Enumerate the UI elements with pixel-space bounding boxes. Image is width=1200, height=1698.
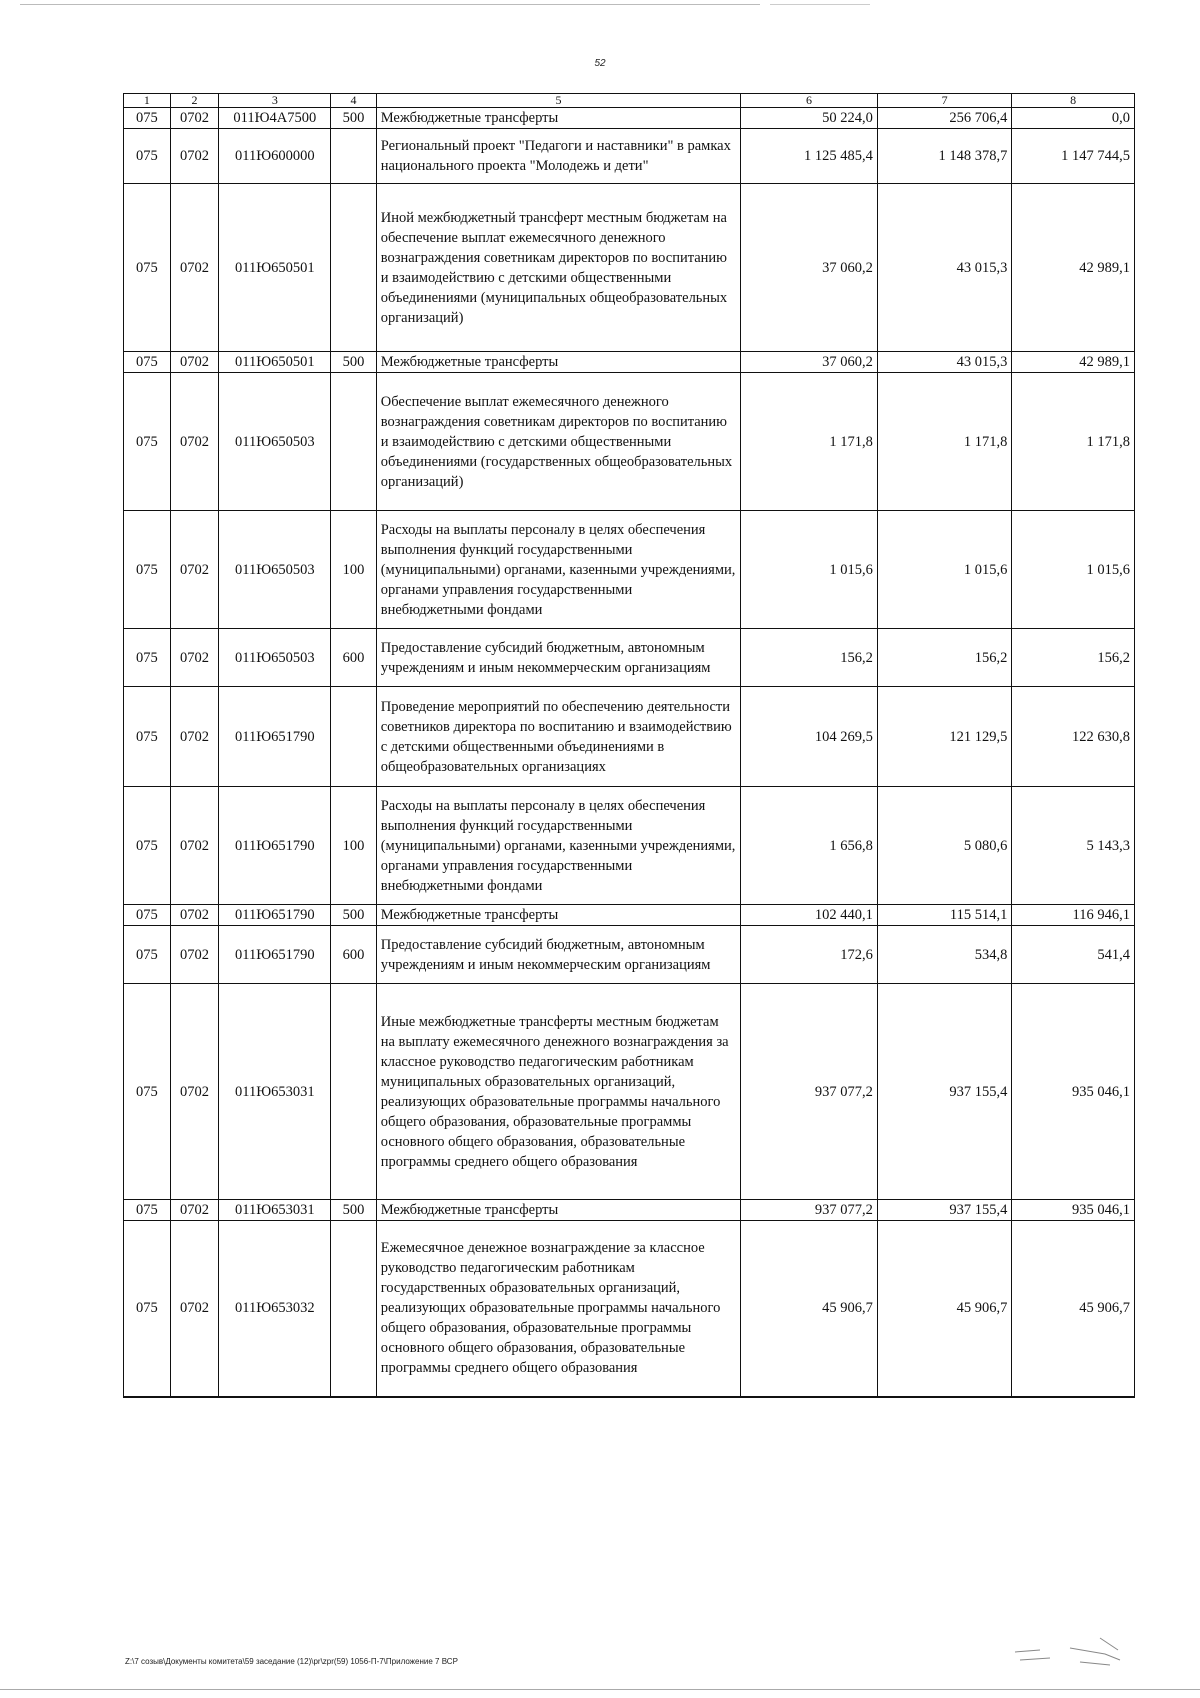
table-row xyxy=(124,129,1135,184)
cell-amount-col-8: 5 143,3 xyxy=(1012,787,1135,905)
table-row xyxy=(124,1200,1135,1221)
cell-amount-col-8: 0,0 xyxy=(1012,108,1135,129)
cell-expense-type-code: 500 xyxy=(331,1200,377,1221)
header-col-6: 6 xyxy=(741,94,878,108)
cell-expense-type-code xyxy=(331,1221,377,1397)
cell-target-article-code: 011Ю650501 xyxy=(219,352,331,373)
cell-target-article-code: 011Ю650501 xyxy=(219,184,331,352)
cell-amount-col-7: 937 155,4 xyxy=(877,1200,1012,1221)
cell-amount-col-7: 256 706,4 xyxy=(877,108,1012,129)
cell-amount-col-7: 156,2 xyxy=(877,629,1012,687)
cell-admin-code: 075 xyxy=(124,352,171,373)
cell-amount-col-7: 121 129,5 xyxy=(877,687,1012,787)
cell-description: Предоставление субсидий бюджетным, автономным учреждениям и иным некоммерческим организациям xyxy=(376,629,740,687)
cell-section-code: 0702 xyxy=(170,373,219,511)
cell-target-article-code: 011Ю653031 xyxy=(219,1200,331,1221)
cell-description: Иной межбюджетный трансферт местным бюджетам на обеспечение выплат ежемесячного денежного вознаграждения советникам директоров по воспитанию и взаимодействию с детскими общественными объединениями (муниципальных общеобразовательных организаций) xyxy=(376,184,740,352)
cell-admin-code: 075 xyxy=(124,1200,171,1221)
table-row xyxy=(124,373,1135,511)
cell-amount-col-8: 116 946,1 xyxy=(1012,905,1135,926)
table-row xyxy=(124,926,1135,984)
cell-section-code: 0702 xyxy=(170,905,219,926)
cell-expense-type-code: 600 xyxy=(331,629,377,687)
pen-mark-scribble xyxy=(1010,1620,1130,1670)
cell-amount-col-6: 1 015,6 xyxy=(741,511,878,629)
cell-expense-type-code: 600 xyxy=(331,926,377,984)
cell-target-article-code: 011Ю4А7500 xyxy=(219,108,331,129)
cell-amount-col-7: 43 015,3 xyxy=(877,352,1012,373)
cell-admin-code: 075 xyxy=(124,511,171,629)
header-row xyxy=(124,94,1135,108)
table-row xyxy=(124,511,1135,629)
table-row xyxy=(124,1221,1135,1397)
cell-description: Расходы на выплаты персоналу в целях обеспечения выполнения функций государственными (муниципальными) органами, казенными учреждениями, органами управления государственными внебюджетными фондами xyxy=(376,787,740,905)
cell-amount-col-6: 937 077,2 xyxy=(741,1200,878,1221)
cell-target-article-code: 011Ю651790 xyxy=(219,905,331,926)
cell-section-code: 0702 xyxy=(170,129,219,184)
cell-section-code: 0702 xyxy=(170,352,219,373)
cell-target-article-code: 011Ю651790 xyxy=(219,787,331,905)
cell-admin-code: 075 xyxy=(124,905,171,926)
cell-target-article-code: 011Ю651790 xyxy=(219,926,331,984)
cell-admin-code: 075 xyxy=(124,373,171,511)
page-number: 52 xyxy=(594,58,606,69)
cell-expense-type-code xyxy=(331,184,377,352)
cell-section-code: 0702 xyxy=(170,629,219,687)
cell-amount-col-6: 1 171,8 xyxy=(741,373,878,511)
cell-section-code: 0702 xyxy=(170,926,219,984)
cell-amount-col-6: 1 125 485,4 xyxy=(741,129,878,184)
cell-description: Предоставление субсидий бюджетным, автономным учреждениям и иным некоммерческим организациям xyxy=(376,926,740,984)
footer-file-path: Z:\7 созыв\Документы комитета\59 заседание (12)\pr\zpr(59) 1056-П-7\Приложение 7 ВСР xyxy=(125,1657,458,1666)
cell-amount-col-8: 122 630,8 xyxy=(1012,687,1135,787)
cell-section-code: 0702 xyxy=(170,787,219,905)
cell-amount-col-7: 1 148 378,7 xyxy=(877,129,1012,184)
cell-admin-code: 075 xyxy=(124,984,171,1200)
cell-section-code: 0702 xyxy=(170,1221,219,1397)
cell-amount-col-7: 43 015,3 xyxy=(877,184,1012,352)
cell-amount-col-8: 1 171,8 xyxy=(1012,373,1135,511)
cell-target-article-code: 011Ю650503 xyxy=(219,629,331,687)
cell-section-code: 0702 xyxy=(170,184,219,352)
header-col-5: 5 xyxy=(376,94,740,108)
table-row xyxy=(124,184,1135,352)
cell-amount-col-6: 937 077,2 xyxy=(741,984,878,1200)
header-col-4: 4 xyxy=(331,94,377,108)
cell-amount-col-8: 42 989,1 xyxy=(1012,352,1135,373)
cell-amount-col-7: 1 015,6 xyxy=(877,511,1012,629)
cell-expense-type-code: 100 xyxy=(331,787,377,905)
cell-expense-type-code: 500 xyxy=(331,108,377,129)
table-row xyxy=(124,984,1135,1200)
table-row xyxy=(124,108,1135,129)
cell-expense-type-code xyxy=(331,984,377,1200)
cell-amount-col-6: 37 060,2 xyxy=(741,184,878,352)
cell-amount-col-6: 50 224,0 xyxy=(741,108,878,129)
table-row xyxy=(124,687,1135,787)
table-row xyxy=(124,787,1135,905)
cell-admin-code: 075 xyxy=(124,1221,171,1397)
scan-bottom-edge-line xyxy=(0,1689,1200,1690)
cell-amount-col-6: 102 440,1 xyxy=(741,905,878,926)
cell-amount-col-7: 937 155,4 xyxy=(877,984,1012,1200)
cell-amount-col-8: 45 906,7 xyxy=(1012,1221,1135,1397)
cell-amount-col-7: 115 514,1 xyxy=(877,905,1012,926)
cell-admin-code: 075 xyxy=(124,108,171,129)
cell-amount-col-8: 156,2 xyxy=(1012,629,1135,687)
scan-top-edge-line xyxy=(770,4,870,5)
cell-description: Расходы на выплаты персоналу в целях обеспечения выполнения функций государственными (муниципальными) органами, казенными учреждениями, органами управления государственными внебюджетными фондами xyxy=(376,511,740,629)
table-body xyxy=(124,108,1135,1397)
header-col-1: 1 xyxy=(124,94,171,108)
cell-section-code: 0702 xyxy=(170,108,219,129)
cell-amount-col-6: 37 060,2 xyxy=(741,352,878,373)
cell-admin-code: 075 xyxy=(124,787,171,905)
cell-amount-col-8: 42 989,1 xyxy=(1012,184,1135,352)
header-col-7: 7 xyxy=(877,94,1012,108)
cell-description: Проведение мероприятий по обеспечению деятельности советников директора по воспитанию и взаимодействию с детскими общественными объединениями в общеобразовательных организациях xyxy=(376,687,740,787)
cell-admin-code: 075 xyxy=(124,184,171,352)
cell-expense-type-code xyxy=(331,687,377,787)
cell-amount-col-7: 534,8 xyxy=(877,926,1012,984)
cell-amount-col-6: 45 906,7 xyxy=(741,1221,878,1397)
cell-target-article-code: 011Ю653031 xyxy=(219,984,331,1200)
cell-amount-col-8: 935 046,1 xyxy=(1012,984,1135,1200)
header-col-3: 3 xyxy=(219,94,331,108)
cell-admin-code: 075 xyxy=(124,926,171,984)
cell-target-article-code: 011Ю651790 xyxy=(219,687,331,787)
cell-admin-code: 075 xyxy=(124,687,171,787)
cell-expense-type-code xyxy=(331,129,377,184)
cell-description: Межбюджетные трансферты xyxy=(376,1200,740,1221)
cell-section-code: 0702 xyxy=(170,687,219,787)
cell-amount-col-8: 935 046,1 xyxy=(1012,1200,1135,1221)
cell-description: Региональный проект "Педагоги и наставники" в рамках национального проекта "Молодежь и дети" xyxy=(376,129,740,184)
cell-target-article-code: 011Ю650503 xyxy=(219,511,331,629)
cell-target-article-code: 011Ю650503 xyxy=(219,373,331,511)
cell-amount-col-8: 541,4 xyxy=(1012,926,1135,984)
cell-amount-col-6: 1 656,8 xyxy=(741,787,878,905)
cell-amount-col-7: 5 080,6 xyxy=(877,787,1012,905)
cell-description: Ежемесячное денежное вознаграждение за классное руководство педагогическим работникам государственных образовательных организаций, реализующих образовательные программы начального общего образования, образовательные программы основного общего образования, образовательные программы среднего общего образования xyxy=(376,1221,740,1397)
cell-description: Межбюджетные трансферты xyxy=(376,905,740,926)
cell-target-article-code: 011Ю600000 xyxy=(219,129,331,184)
cell-expense-type-code xyxy=(331,373,377,511)
cell-amount-col-6: 172,6 xyxy=(741,926,878,984)
cell-amount-col-8: 1 147 744,5 xyxy=(1012,129,1135,184)
cell-admin-code: 075 xyxy=(124,129,171,184)
table-row xyxy=(124,629,1135,687)
header-col-2: 2 xyxy=(170,94,219,108)
cell-description: Межбюджетные трансферты xyxy=(376,352,740,373)
cell-description: Обеспечение выплат ежемесячного денежного вознаграждения советникам директоров по воспитанию и взаимодействию с детскими общественными объединениями (государственных общеобразовательных организаций) xyxy=(376,373,740,511)
scan-top-edge-line xyxy=(20,4,760,5)
cell-amount-col-8: 1 015,6 xyxy=(1012,511,1135,629)
cell-expense-type-code: 500 xyxy=(331,905,377,926)
cell-amount-col-7: 45 906,7 xyxy=(877,1221,1012,1397)
budget-table xyxy=(123,93,1135,1398)
cell-section-code: 0702 xyxy=(170,1200,219,1221)
cell-section-code: 0702 xyxy=(170,984,219,1200)
table-row xyxy=(124,352,1135,373)
cell-target-article-code: 011Ю653032 xyxy=(219,1221,331,1397)
cell-amount-col-6: 156,2 xyxy=(741,629,878,687)
cell-description: Межбюджетные трансферты xyxy=(376,108,740,129)
header-col-8: 8 xyxy=(1012,94,1135,108)
cell-amount-col-7: 1 171,8 xyxy=(877,373,1012,511)
cell-amount-col-6: 104 269,5 xyxy=(741,687,878,787)
cell-expense-type-code: 100 xyxy=(331,511,377,629)
cell-admin-code: 075 xyxy=(124,629,171,687)
table-row xyxy=(124,905,1135,926)
cell-description: Иные межбюджетные трансферты местным бюджетам на выплату ежемесячного денежного вознаграждения за классное руководство педагогическим работникам муниципальных образовательных организаций, реализующих образовательные программы начального общего образования, образовательные программы основного общего образования, образовательные программы среднего общего образования xyxy=(376,984,740,1200)
table-header xyxy=(124,94,1135,108)
cell-section-code: 0702 xyxy=(170,511,219,629)
cell-expense-type-code: 500 xyxy=(331,352,377,373)
